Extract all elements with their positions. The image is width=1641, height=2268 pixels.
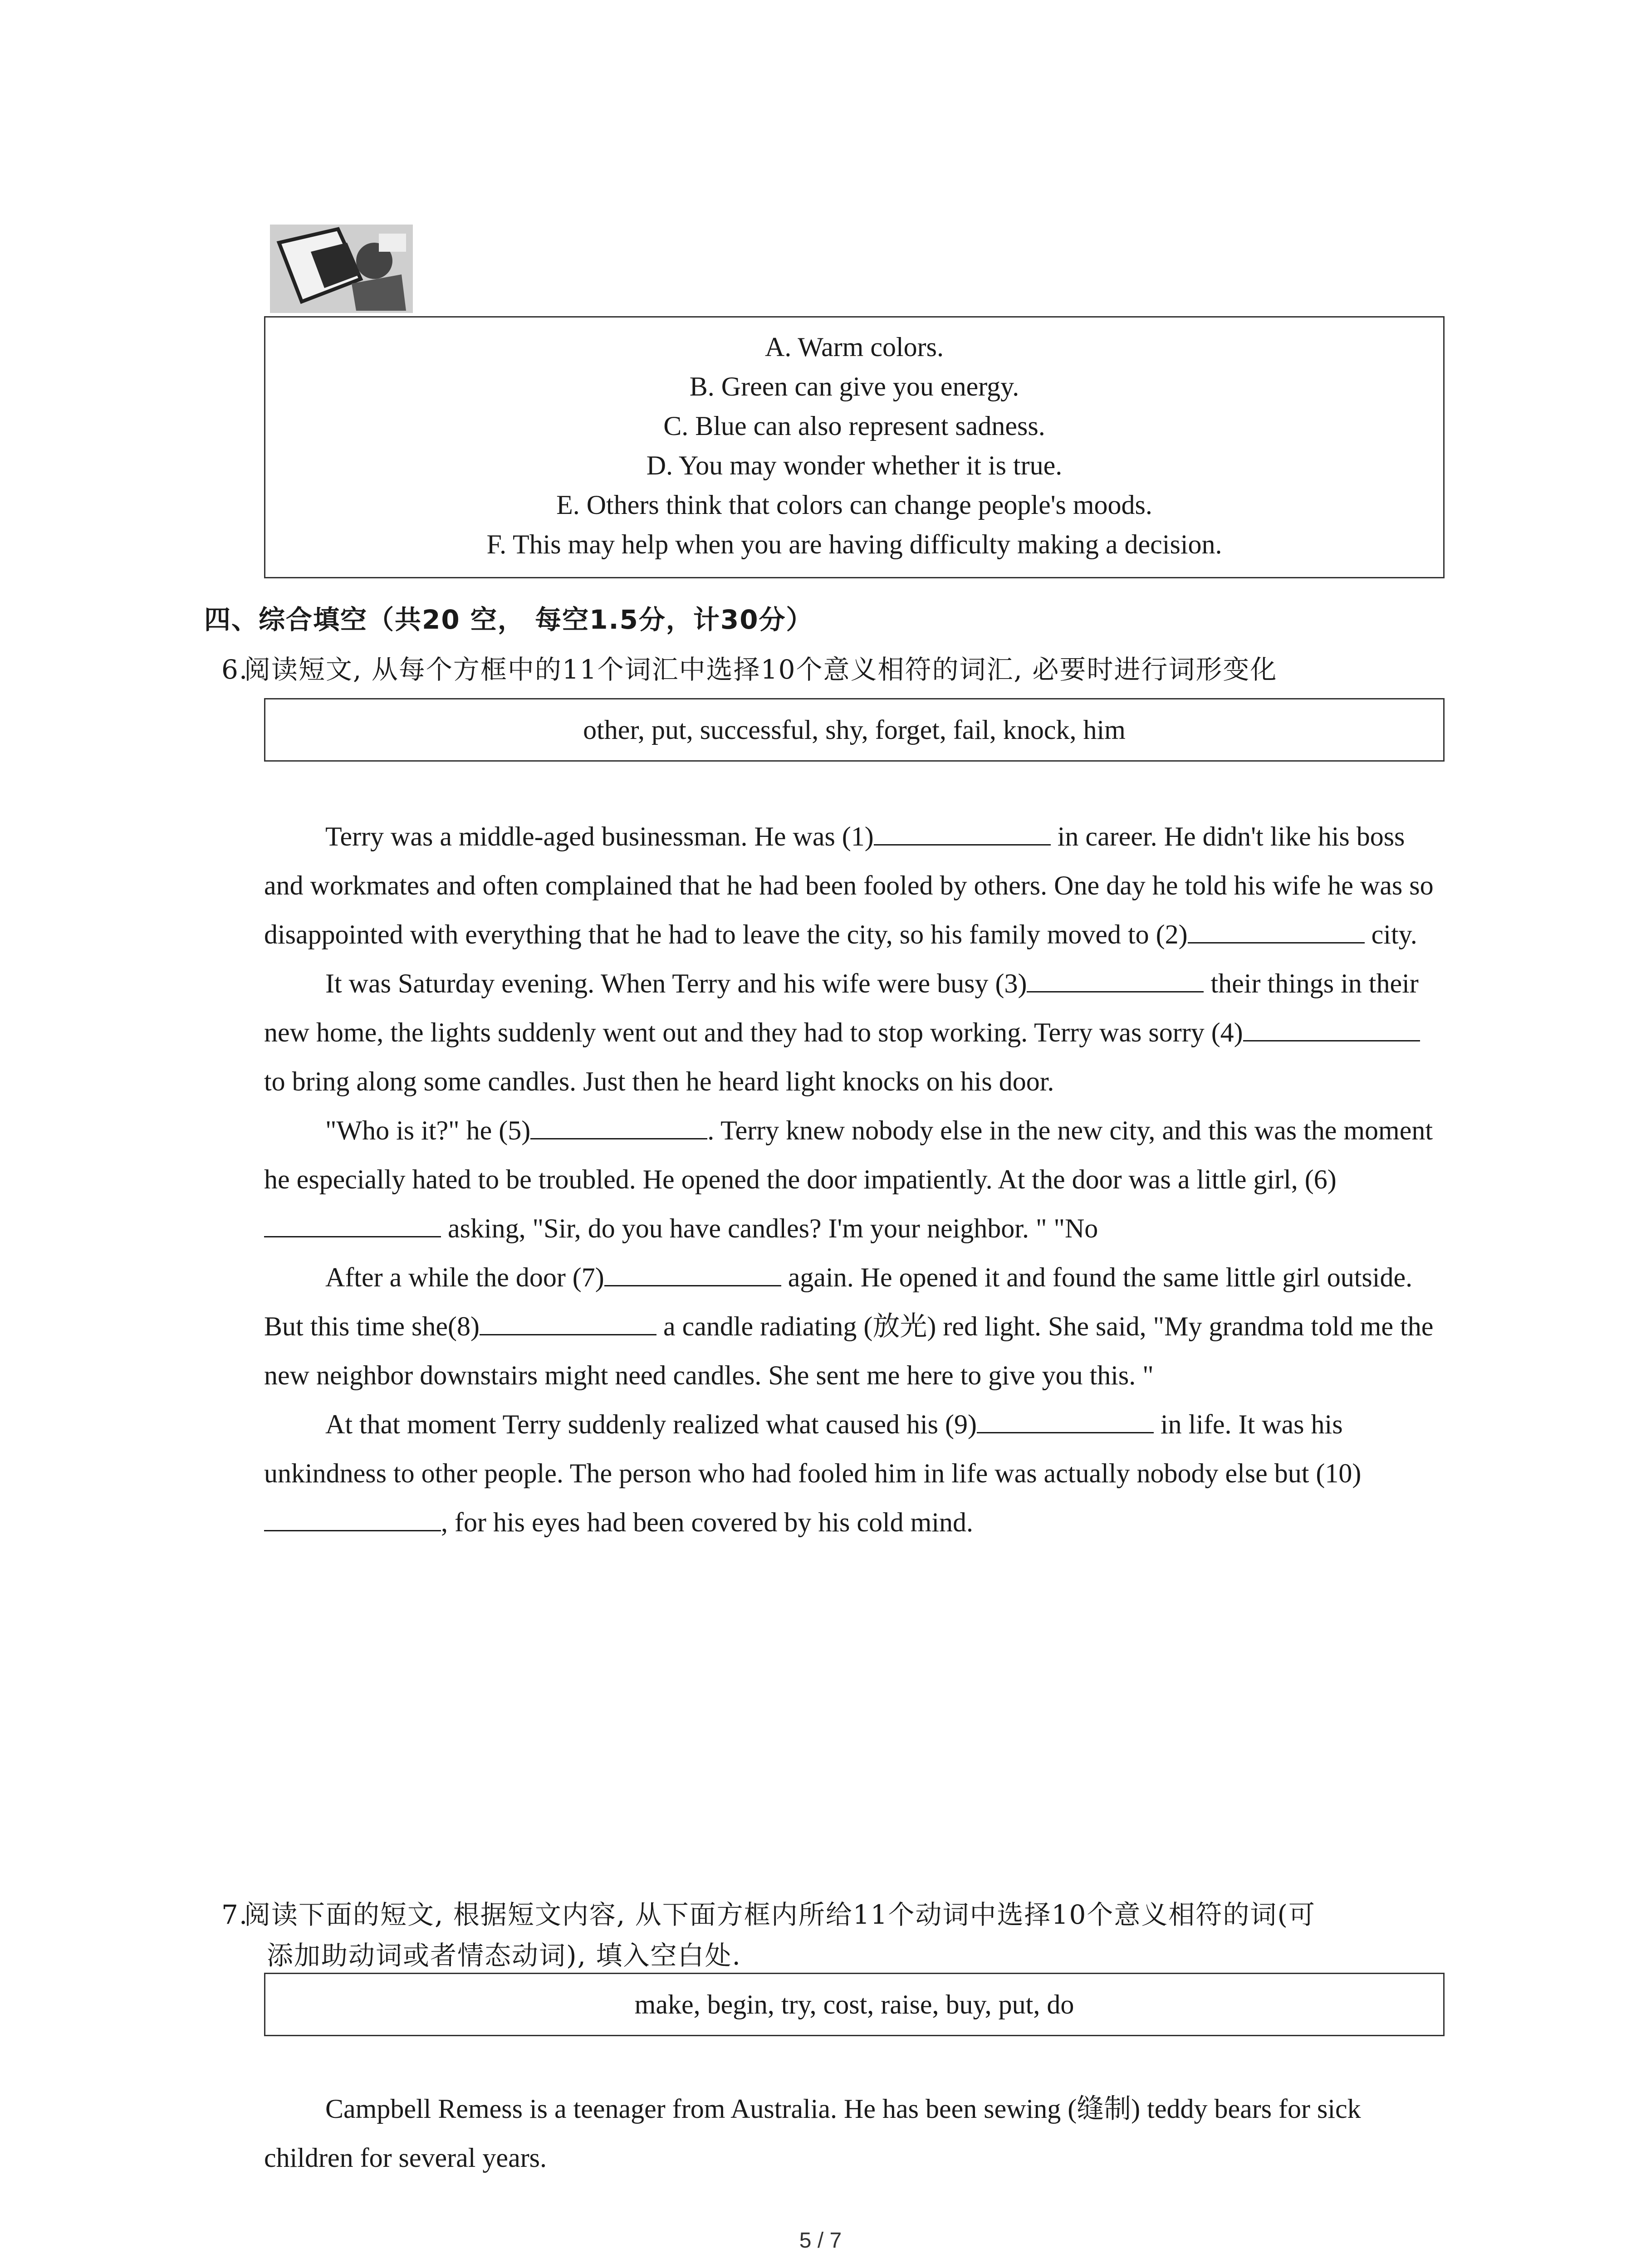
q6-number: 6. — [221, 654, 249, 685]
q7-word-list: make, begin, try, cost, raise, buy, put, do — [634, 1989, 1074, 2019]
page-number: 5 / 7 — [799, 2229, 842, 2253]
q6-paragraph-3: "Who is it?" he (5) . Terry knew nobody else in the new city, and this was the moment he especially hated to be troubled. He opened the door impatiently. At the door was a little girl, (6) asking, "Sir, do you have candles? I'm your neighbor. " "No — [264, 1106, 1445, 1253]
q6-paragraph-4: After a while the door (7) again. He opened it and found the same little girl outside. But this time she(8) a candle radiating (放光) red light. She said, "My grandma told me the new neighbor downstairs might need candles. She sent me here to give you this. " — [264, 1253, 1445, 1400]
option-c: C. Blue can also represent sadness. — [663, 411, 1045, 441]
blank-10[interactable] — [264, 1505, 441, 1531]
section-title: 四、综合填空（共20 空， 每空1.5分，计30分） — [204, 604, 813, 635]
option-f: F. This may help when you are having difficulty making a decision. — [486, 529, 1222, 559]
q6-paragraph-1: Terry was a middle-aged businessman. He was (1) in career. He didn't like his boss and workmates and often complained that he had been fooled by others. One day he told his wife he was so disappointed with everything that he had to leave the city, so his family moved to (2) city. — [264, 812, 1445, 959]
q6-paragraph-2: It was Saturday evening. When Terry and his wife were busy (3) their things in their new home, the lights suddenly went out and they had to stop working. Terry was sorry (4) to bring along some candles. Just then he heard light knocks on his door. — [264, 959, 1445, 1106]
q7-number: 7. — [221, 1899, 249, 1930]
blank-4[interactable] — [1243, 1015, 1420, 1041]
illustration-image — [270, 225, 413, 313]
option-d: D. You may wonder whether it is true. — [646, 450, 1063, 480]
blank-8[interactable] — [480, 1309, 656, 1335]
option-e: E. Others think that colors can change people's moods. — [556, 490, 1152, 520]
blank-1[interactable] — [874, 819, 1051, 846]
q7-instruction-line-2: 添加助动词或者情态动词), 填入空白处. — [267, 1940, 741, 1971]
q6-passage — [264, 812, 1445, 1547]
q6-paragraph-5: At that moment Terry suddenly realized what caused his (9) in life. It was his unkindness to other people. The person who had fooled him in life was actually nobody else but (10), for his eyes had been covered by his cold mind. — [264, 1400, 1445, 1547]
q7-paragraph-1: Campbell Remess is a teenager from Australia. He has been sewing (缝制) teddy bears for sick children for several years. — [264, 2094, 1361, 2173]
blank-3[interactable] — [1027, 966, 1204, 992]
blank-2[interactable] — [1188, 917, 1365, 943]
options-box — [264, 316, 1445, 578]
q7-instruction-line-1: 阅读下面的短文, 根据短文内容, 从下面方框内所给11个动词中选择10个意义相符的词(可 — [244, 1899, 1316, 1930]
q6-instruction-text: 阅读短文, 从每个方框中的11个词汇中选择10个意义相符的词汇, 必要时进行词形变化 — [244, 654, 1278, 685]
q7-word-box — [264, 1973, 1445, 2036]
option-b: B. Green can give you energy. — [689, 371, 1019, 401]
q7-passage — [264, 2084, 1445, 2182]
blank-5[interactable] — [530, 1113, 707, 1139]
option-a: A. Warm colors. — [765, 332, 944, 362]
blank-7[interactable] — [604, 1260, 781, 1286]
q7-instruction — [221, 1898, 1316, 1931]
q6-word-list: other, put, successful, shy, forget, fail, knock, him — [583, 715, 1126, 745]
blank-6[interactable] — [264, 1211, 441, 1237]
q6-word-box — [264, 698, 1445, 762]
blank-9[interactable] — [977, 1407, 1154, 1433]
q6-instruction — [221, 653, 1278, 686]
